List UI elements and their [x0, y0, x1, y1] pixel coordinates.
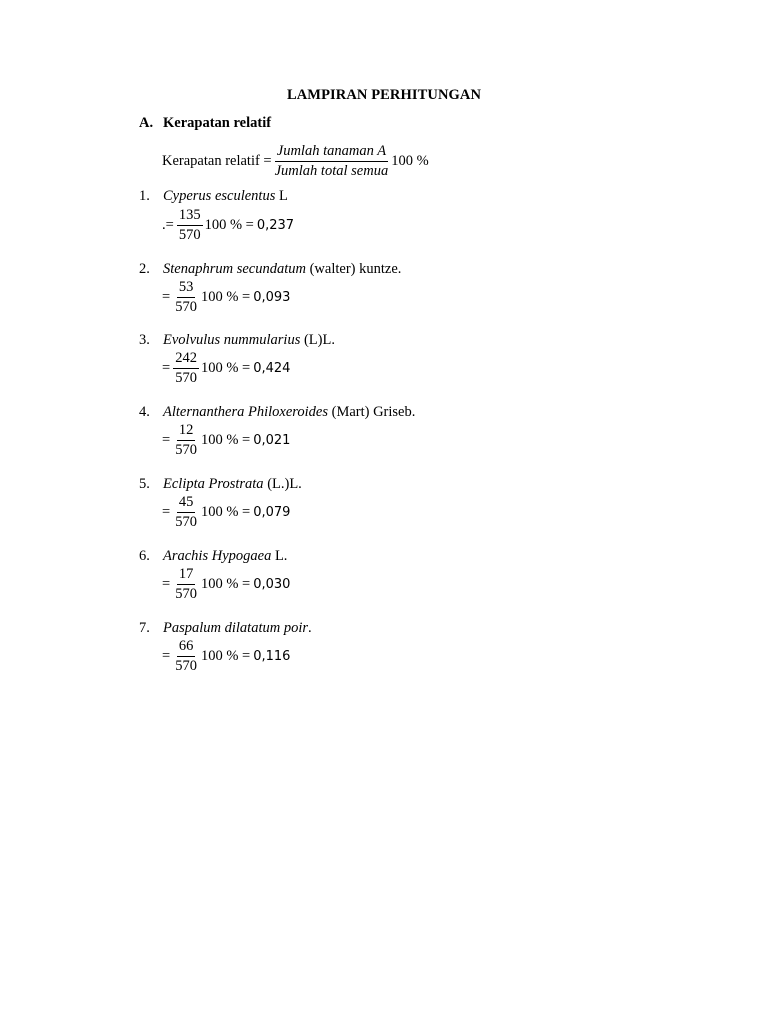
calc-numerator: 53 [177, 279, 196, 298]
calc-numerator: 242 [173, 350, 199, 369]
list-item [139, 548, 287, 565]
calc-prefix: .= [162, 216, 174, 233]
calc-fraction [177, 207, 203, 243]
list-item [139, 404, 415, 421]
calculation [162, 207, 294, 243]
species-author: (walter) kuntze. [305, 261, 402, 277]
item-number: 3. [139, 332, 150, 348]
calc-prefix: = [162, 288, 171, 305]
formula-label: Kerapatan relatif = [162, 152, 272, 169]
calc-numerator: 12 [177, 422, 196, 441]
calc-fraction [173, 279, 199, 315]
calc-numerator: 135 [177, 207, 203, 226]
species-name: Eclipta Prostrata [163, 476, 264, 492]
species-author: L [275, 188, 288, 204]
calc-result: 0,030 [253, 576, 291, 592]
species-author: (L)L. [300, 332, 335, 348]
calculation [162, 350, 290, 386]
species-name: Evolvulus nummularius [163, 332, 301, 348]
calc-percent: 100 % = [200, 359, 251, 376]
calc-denominator: 570 [175, 657, 197, 674]
section-title: Kerapatan relatif [163, 115, 272, 131]
calculation [162, 422, 290, 458]
calc-prefix: = [162, 431, 171, 448]
section-letter: A. [139, 115, 154, 131]
list-item [139, 620, 312, 637]
calculation [162, 566, 290, 602]
calc-denominator: 570 [175, 441, 197, 458]
calc-percent: 100 % = [200, 575, 251, 592]
calc-result: 0,116 [253, 648, 291, 664]
page-title: LAMPIRAN PERHITUNGAN [286, 87, 482, 103]
species-author: . [308, 620, 312, 636]
calc-percent: 100 % = [200, 647, 251, 664]
species-author: L. [271, 548, 288, 564]
section-heading [139, 115, 271, 132]
calc-fraction [173, 638, 199, 674]
calculation [162, 279, 290, 315]
calc-percent: 100 % = [200, 503, 251, 520]
calc-percent: 100 % = [200, 288, 251, 305]
calc-numerator: 17 [177, 566, 196, 585]
calc-denominator: 570 [175, 585, 197, 602]
calc-denominator: 570 [175, 298, 197, 315]
calc-fraction [173, 566, 199, 602]
calc-prefix: = [162, 647, 171, 664]
item-number: 6. [139, 548, 150, 564]
list-item [139, 332, 335, 349]
calc-percent: 100 % = [200, 431, 251, 448]
calc-result: 0,424 [253, 360, 291, 376]
list-item [139, 261, 401, 278]
calc-fraction [173, 422, 199, 458]
species-author: (Mart) Griseb. [327, 404, 416, 420]
species-name: Stenaphrum secundatum [163, 261, 306, 277]
species-name: Cyperus esculentus [163, 188, 276, 204]
calc-result: 0,079 [253, 504, 291, 520]
item-number: 7. [139, 620, 150, 636]
calc-fraction [173, 494, 199, 530]
calc-prefix: = [162, 359, 171, 376]
species-author: (L.)L. [263, 476, 302, 492]
calc-denominator: 570 [175, 513, 197, 530]
formula-percent: 100 % [391, 152, 429, 169]
species-name: Alternanthera Philoxeroides [163, 404, 328, 420]
calc-fraction [173, 350, 199, 386]
species-name: Paspalum dilatatum poir [163, 620, 309, 636]
calculation [162, 494, 290, 530]
item-number: 4. [139, 404, 150, 420]
calc-result: 0,093 [253, 289, 291, 305]
calc-prefix: = [162, 575, 171, 592]
calc-result: 0,021 [253, 432, 291, 448]
list-item [139, 476, 302, 493]
calc-percent: 100 % = [204, 216, 254, 233]
list-item [139, 188, 288, 205]
calc-denominator: 570 [175, 369, 197, 386]
calc-numerator: 66 [177, 638, 196, 657]
item-number: 1. [139, 188, 150, 204]
calculation [162, 638, 290, 674]
item-number: 2. [139, 261, 150, 277]
calc-result: 0,237 [256, 217, 295, 233]
formula-numerator: Jumlah tanaman A [275, 143, 388, 162]
calc-denominator: 570 [178, 226, 201, 243]
species-name: Arachis Hypogaea [163, 548, 272, 564]
calc-prefix: = [162, 503, 171, 520]
formula-fraction [273, 143, 391, 179]
formula-denominator: Jumlah total semua [274, 162, 389, 179]
item-number: 5. [139, 476, 150, 492]
density-formula [162, 143, 429, 179]
calc-numerator: 45 [177, 494, 196, 513]
